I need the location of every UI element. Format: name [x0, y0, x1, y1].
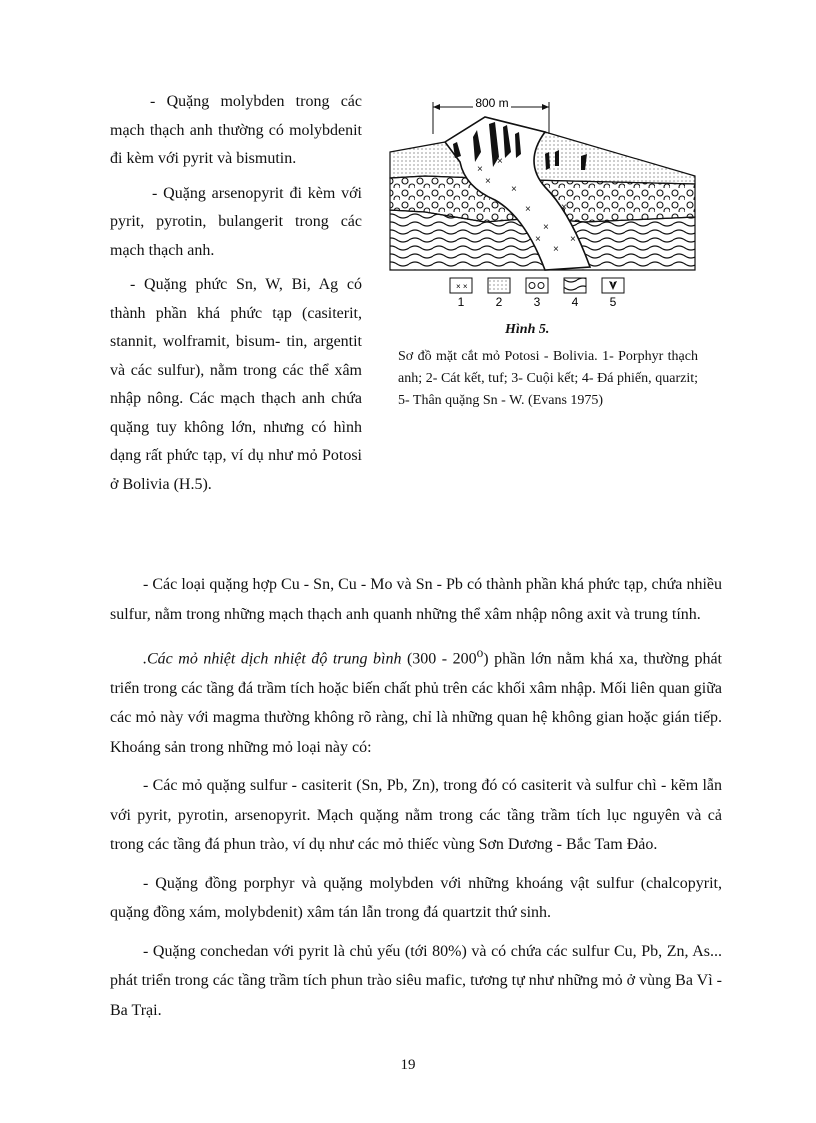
layer-sandstone-tuff: [390, 117, 695, 184]
legend-number-5: 5: [609, 295, 617, 309]
paragraph-medium-temperature: .Các mỏ nhiệt dịch nhiệt độ trung bình (300 - 200$^o$) phần lớn nằm khá xa, thường phát triển trong các tầng đá trầm tích hoặc biến chất phủ trên các khối xâm nhập. Mối liên quan giữa các mỏ này với magma thường không rõ ràng, chỉ là những quan hệ không gian hoặc gián tiếp. Khoáng sản trong những mỏ loại này có:: [110, 645, 723, 756]
paragraph-conchedan: - Quặng conchedan với pyrit là chủ yếu (tới 80%) và có chứa các sulfur Cu, Pb, Zn, As... phát triển trong các tầng trầm tích phun trào siêu mafic, tương tự như những mỏ ở vùng Ba Vì - Ba Trại.: [110, 942, 722, 1019]
legend-ore-symbol: [602, 278, 624, 293]
svg-text:×: ×: [497, 156, 503, 167]
page-number: 19: [400, 1057, 416, 1073]
paragraph-arsenopyrit: - Quặng arsenopyrit đi kèm với pyrit, pyrotin, bulangerit trong các mạch thạch anh.: [110, 184, 362, 259]
svg-text:×: ×: [535, 234, 541, 245]
legend-number-1: 1: [457, 295, 465, 309]
legend-porphyry-symbol: [450, 278, 472, 293]
svg-text:×: ×: [570, 234, 576, 245]
legend-sandstone-symbol: [488, 278, 510, 293]
paragraph-sulfur-casiterit: - Các mỏ quặng sulfur - casiterit (Sn, Pb, Zn), trong đó có casiterit và sulfur chì - kẽm lẫn với pyrit, pyrotin, arsenopyrit. Mạch quặng nằm trong các tầng trầm tích lục nguyên và cả trong các tầng đá phun trào, ví dụ như các mỏ thiếc vùng Sơn Dương - Bắc Tam Đảo.: [110, 777, 722, 854]
legend-number-3: 3: [533, 295, 541, 309]
medium-temp-heading: .Các mỏ nhiệt dịch nhiệt độ trung bình: [143, 650, 402, 668]
paragraph-sn-w-bi-ag: - Quặng phức Sn, W, Bi, Ag có thành phần khá phức tạp (casiterit, stannit, wolframit, bisum- tin, argentit và các sulfur), nằm trong các thể xâm nhập nông. Các mạch thạch anh chứa quặng tuy không lớn, nhưng có hình dạng rất phức tạp, ví dụ như mỏ Potosi ở Bolivia (H.5).: [110, 276, 362, 493]
left-text-column: [110, 88, 362, 505]
legend-conglomerate-symbol: [526, 278, 548, 293]
svg-text:×: ×: [525, 204, 531, 215]
figure-potosi-cross-section: [385, 92, 705, 322]
paragraph-copper-porphyry: - Quặng đồng porphyr và quặng molybden với những khoáng vật sulfur (chalcopyrit, quặng đồng xám, molybdenit) xâm tán lẫn trong đá quartzit thứ sinh.: [110, 874, 722, 922]
main-text: [110, 570, 722, 1034]
legend-number-2: 2: [495, 295, 503, 309]
figure-title: Hình 5.: [505, 322, 550, 337]
svg-text:×: ×: [477, 164, 483, 175]
legend: [450, 278, 624, 309]
svg-text:×: ×: [553, 244, 559, 255]
scale-label: 800 m: [475, 96, 509, 110]
svg-text:×: ×: [561, 202, 567, 213]
svg-text:× ×: × ×: [456, 282, 468, 291]
legend-number-4: 4: [571, 295, 579, 309]
svg-text:×: ×: [485, 176, 491, 187]
paragraph-molybden: - Quặng molybden trong các mạch thạch anh thường có molybdenit đi kèm với pyrit và bismutin.: [110, 93, 362, 167]
svg-text:×: ×: [543, 222, 549, 233]
paragraph-cu-sn-mo-pb: - Các loại quặng hợp Cu - Sn, Cu - Mo và Sn - Pb có thành phần khá phức tạp, chứa nhiều sulfur, nằm trong những mạch thạch anh quanh những thể xâm nhập nông axit và trung tính.: [110, 576, 722, 623]
svg-text:×: ×: [511, 184, 517, 195]
figure-caption: Sơ đồ mặt cắt mỏ Potosi - Bolivia. 1- Porphyr thạch anh; 2- Cát kết, tuf; 3- Cuội kết; 4- Đá phiến, quarzit; 5- Thân quặng Sn - W. (Evans 1975): [398, 349, 698, 408]
legend-schist-symbol: [564, 278, 586, 293]
cross-section-diagram: [385, 92, 705, 317]
